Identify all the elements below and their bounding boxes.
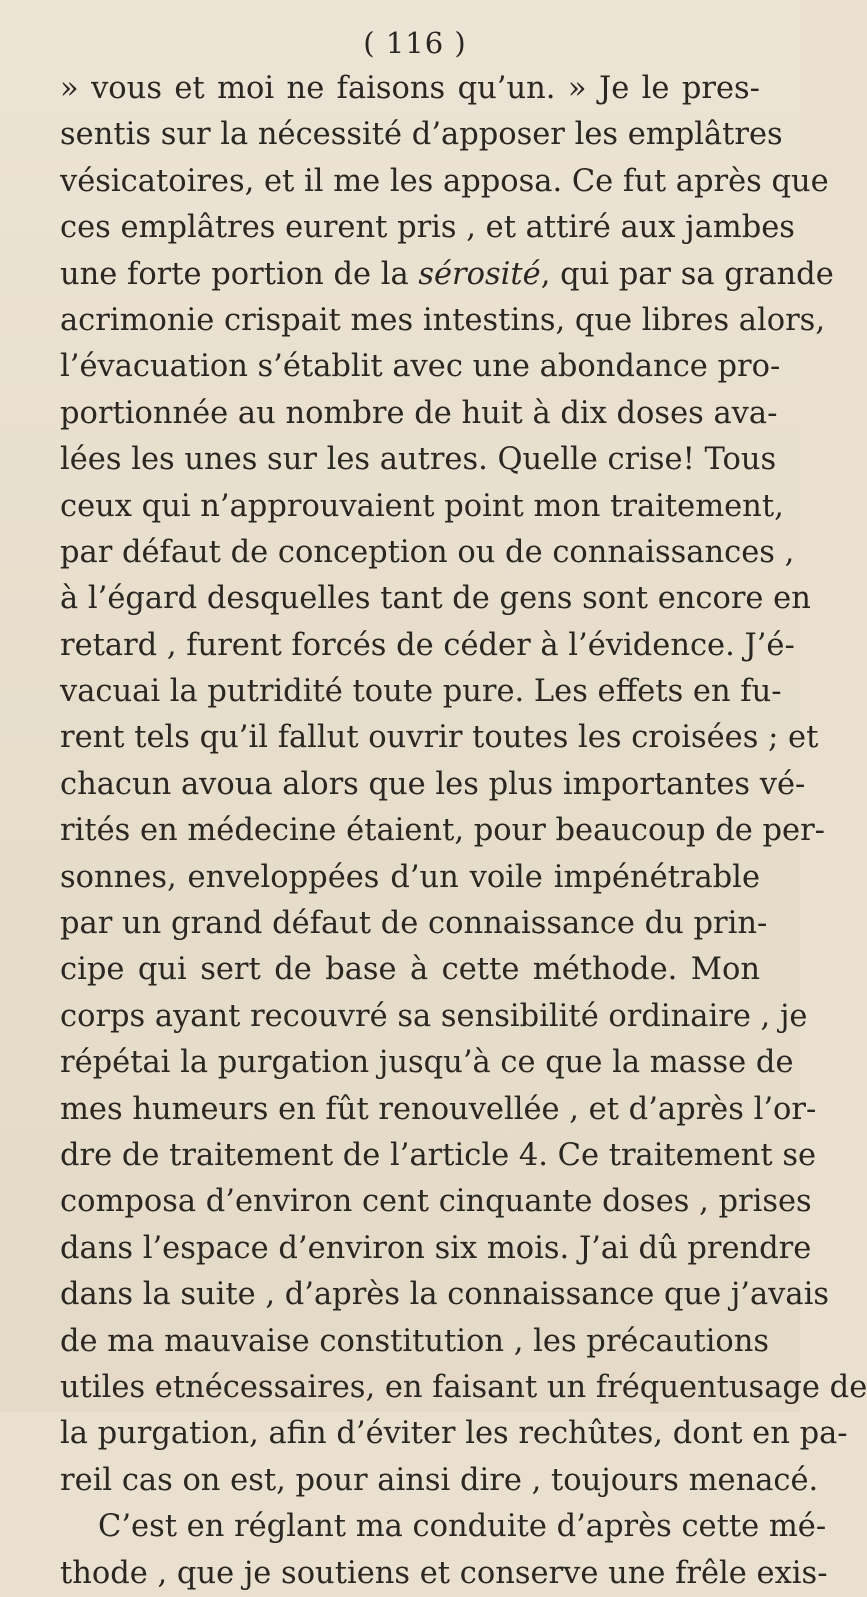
text-line: vacuai la putridité toute pure. Les effets en fu- bbox=[60, 674, 782, 710]
text-line: cipe qui sert de base à cette méthode. Mon bbox=[60, 952, 760, 988]
text-line: thode , que je soutiens et conserve une frêle exis- bbox=[60, 1555, 828, 1591]
text-line: acrimonie crispait mes intestins, que libres alors, bbox=[60, 302, 826, 338]
page-number: ( 116 ) bbox=[363, 26, 467, 60]
text-line: utiles etnécessaires, en faisant un fréquentusage de bbox=[60, 1369, 867, 1405]
text-line: par un grand défaut de connaissance du prin- bbox=[60, 906, 768, 942]
text-line: dans l’espace d’environ six mois. J’ai dû prendre bbox=[60, 1230, 812, 1266]
text-line: composa d’environ cent cinquante doses , prises bbox=[60, 1184, 812, 1220]
text-line: répétai la purgation jusqu’à ce que la masse de bbox=[60, 1045, 794, 1081]
text-segment: une forte portion de la bbox=[60, 256, 419, 292]
text-line: corps ayant recouvré sa sensibilité ordinaire , je bbox=[60, 998, 808, 1034]
italic-word: sérosité bbox=[418, 256, 541, 292]
text-line: à l’égard desquelles tant de gens sont encore en bbox=[60, 581, 811, 617]
text-line: chacun avoua alors que les plus importantes vé- bbox=[60, 766, 806, 802]
text-line: sonnes, enveloppées d’un voile impénétrable bbox=[60, 859, 760, 895]
text-line: par défaut de conception ou de connaissances , bbox=[60, 534, 795, 570]
text-line: dre de traitement de l’article 4. Ce traitement se bbox=[60, 1137, 817, 1173]
text-line: vésicatoires, et il me les apposa. Ce fut après que bbox=[60, 163, 829, 199]
text-line: dans la suite , d’après la connaissance que j’avais bbox=[60, 1277, 830, 1313]
text-line: portionnée au nombre de huit à dix doses ava- bbox=[60, 395, 778, 431]
text-line: » vous et moi ne faisons qu’un. » Je le pres- bbox=[60, 71, 760, 106]
text-line: sentis sur la nécessité d’apposer les emplâtres bbox=[60, 117, 783, 153]
text-line: mes humeurs en fût renouvellée , et d’après l’or- bbox=[60, 1091, 817, 1127]
text-line: rités en médecine étaient, pour beaucoup de per- bbox=[60, 813, 825, 849]
text-line: la purgation, afin d’éviter les rechûtes, dont en pa- bbox=[60, 1416, 848, 1452]
text-line: lées les unes sur les autres. Quelle crise! Tous bbox=[60, 442, 777, 478]
text-line: l’évacuation s’établit avec une abondance pro- bbox=[60, 349, 781, 385]
text-line: rent tels qu’il fallut ouvrir toutes les croisées ; et bbox=[60, 720, 819, 756]
text-line: retard , furent forcés de céder à l’évidence. J’é- bbox=[60, 627, 795, 663]
text-line: C’est en réglant ma conduite d’après cette mé- bbox=[98, 1509, 827, 1545]
text-line: de ma mauvaise constitution , les précautions bbox=[60, 1323, 770, 1359]
text-line: ceux qui n’approuvaient point mon traitement, bbox=[60, 488, 784, 524]
text-segment: , qui par sa grande bbox=[540, 256, 834, 292]
text-line bbox=[60, 252, 834, 298]
text-line: reil cas on est, pour ainsi dire , toujours menacé. bbox=[60, 1462, 819, 1498]
text-body bbox=[60, 66, 867, 1597]
text-line: ces emplâtres eurent pris , et attiré aux jambes bbox=[60, 210, 795, 246]
